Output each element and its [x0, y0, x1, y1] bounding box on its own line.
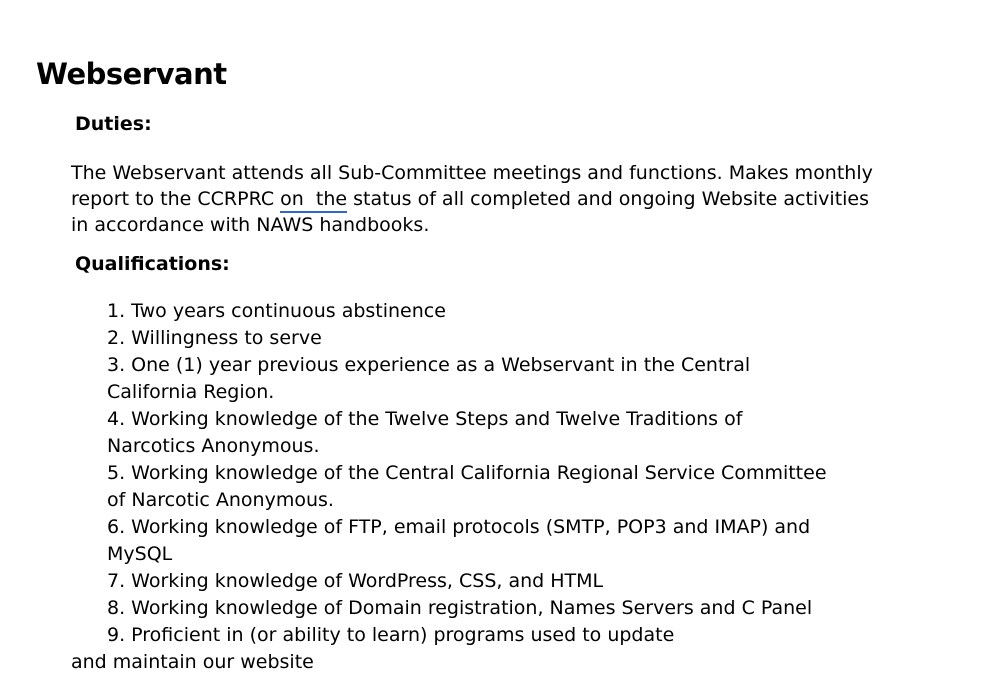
qualification-line: 7. Working knowledge of WordPress, CSS, and HTML — [107, 570, 604, 592]
qualification-line: 6. Working knowledge of FTP, email protocols (SMTP, POP3 and IMAP) and — [107, 516, 811, 538]
paragraph-text-after: status of all completed and ongoing Website activities — [347, 188, 870, 210]
paragraph-line-1: The Webservant attends all Sub-Committee meetings and functions. Makes monthly — [71, 162, 873, 184]
duties-paragraph — [71, 160, 942, 238]
qualification-line: California Region. — [107, 381, 275, 403]
page-title: Webservant — [36, 57, 227, 91]
qualification-line: 1. Two years continuous abstinence — [107, 300, 446, 322]
qualification-line: 5. Working knowledge of the Central California Regional Service Committee — [107, 462, 827, 484]
paragraph-line-2 — [71, 186, 942, 212]
grammar-underlined-text: on the — [280, 188, 347, 213]
paragraph-text-before: report to the CCRPRC — [71, 188, 281, 210]
qualification-line: 8. Working knowledge of Domain registration, Names Servers and C Panel — [107, 597, 813, 619]
qualification-line: Narcotics Anonymous. — [107, 435, 320, 457]
qualification-line: of Narcotic Anonymous. — [107, 489, 334, 511]
duties-heading: Duties: — [75, 113, 152, 135]
qualifications-heading: Qualifications: — [75, 253, 230, 275]
qualification-line: 2. Willingness to serve — [107, 327, 322, 349]
document-body — [71, 112, 942, 676]
qualification-line: 4. Working knowledge of the Twelve Steps and Twelve Traditions of — [107, 408, 743, 430]
qualification-line: 9. Proficient in (or ability to learn) programs used to update — [107, 624, 675, 646]
paragraph-line-3: in accordance with NAWS handbooks. — [71, 214, 430, 236]
qualification-line: 3. One (1) year previous experience as a Webservant in the Central — [107, 354, 751, 376]
qualification-line: and maintain our website — [71, 651, 314, 673]
qualification-line: MySQL — [107, 543, 173, 565]
qualifications-list — [71, 298, 942, 676]
